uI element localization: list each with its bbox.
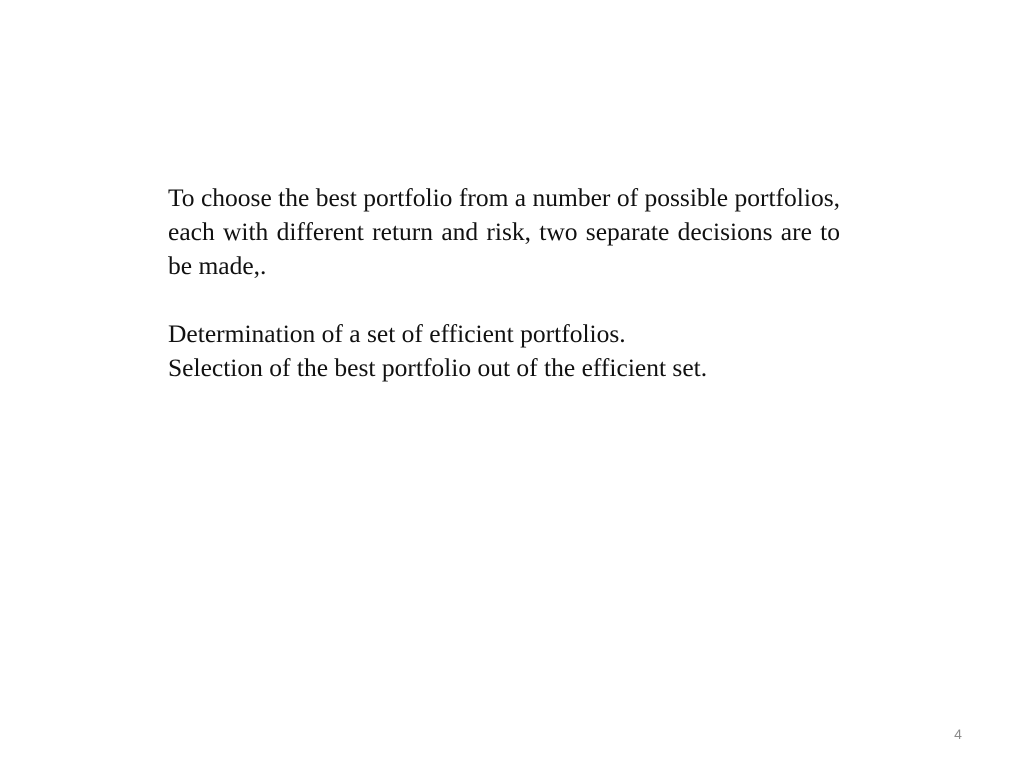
- page-number: 4: [954, 726, 962, 742]
- slide-body: [168, 181, 840, 385]
- paragraph-spacer: [168, 283, 840, 317]
- decision-item: Determination of a set of efficient portfolios.: [168, 319, 626, 348]
- intro-paragraph: To choose the best portfolio from a number of possible portfolios, each with different return and risk, two separate decisions are to be made,.: [168, 183, 840, 280]
- decision-list: [168, 317, 840, 385]
- decision-item: Selection of the best portfolio out of the efficient set.: [168, 353, 708, 382]
